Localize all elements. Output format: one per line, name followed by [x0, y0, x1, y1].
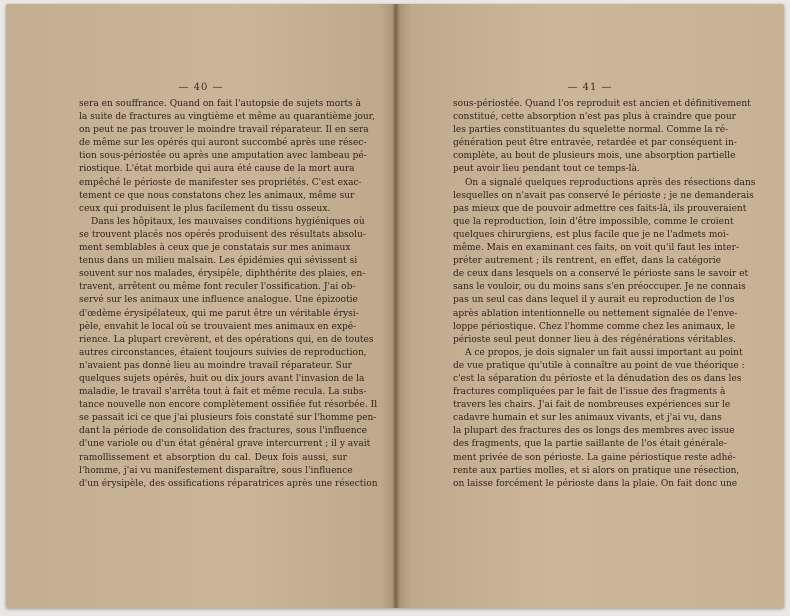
- text-line: peut avoir lieu pendant tout ce temps-là.: [453, 164, 640, 175]
- text-line: maladie, le travail s'arrêta tout à fait et même recula. La subs-: [79, 387, 367, 398]
- text-line: génération peut être entravée, retardée et par conséquent in-: [453, 138, 737, 149]
- text-line: de vue pratique qu'utile à connaître au point de vue théorique :: [453, 360, 745, 371]
- text-line: ramollissement et absorption du cal. Deux fois aussi, sur: [79, 452, 347, 463]
- text-line: les parties constituantes du squelette normal. Comme la ré-: [453, 125, 729, 136]
- book-gutter: [392, 4, 400, 608]
- text-line: tance nouvelle non encore complètement ossifiée fut résorbée. Il: [79, 400, 378, 411]
- right-page: [396, 4, 784, 608]
- text-line: d'un érysipèle, des ossifications réparatrices après une résection: [79, 478, 378, 489]
- text-line: tion sous-périostée ou après une amputation avec lambeau pé-: [79, 151, 367, 162]
- text-line: pèle, envahit le local où se trouvaient mes animaux en expé-: [79, 321, 357, 332]
- text-line: de même sur les opérés qui auront succombé après une résec-: [79, 138, 367, 149]
- text-line: rience. La plupart crevèrent, et des opérations qui, en de toutes: [79, 334, 374, 345]
- text-line: cadavre humain et sur les animaux vivants, et j'ai vu, dans: [453, 413, 722, 424]
- text-line: sous-périostée. Quand l'os reproduit est ancien et définitivement: [453, 99, 751, 109]
- text-line: dant la période de consolidation des fractures, sous l'influence: [79, 426, 367, 437]
- text-line: empêché le périoste de manifester ses propriétés. C'est exac-: [79, 177, 362, 188]
- text-line: sera en souffrance. Quand on fait l'autopsie de sujets morts à: [79, 99, 362, 109]
- text-line: d'une variole ou d'un état général grave intercurrent ; il y avait: [79, 439, 371, 450]
- text-line: la suite de fractures au vingtième et même au quarantième jour,: [79, 112, 375, 123]
- page-number: — 40 —: [178, 82, 224, 93]
- text-line: autres circonstances, étaient toujours suivies de reproduction,: [79, 347, 367, 358]
- text-line: On a signalé quelques reproductions après des résections dans: [465, 177, 756, 188]
- text-line: la plupart des fractures des os longs des membres avec issue: [453, 426, 735, 437]
- text-line: lesquelles on n'avait pas conservé le périoste ; je ne demanderais: [453, 190, 754, 201]
- book-spread: [6, 4, 784, 610]
- text-line: de ceux dans lesquels on a conservé le périoste sans le savoir et: [453, 269, 749, 280]
- text-line: quelques sujets opérés, huit ou dix jours avant l'invasion de la: [79, 373, 365, 384]
- text-line: ment privée de son périoste. La gaine périostique reste adhé-: [453, 452, 736, 463]
- text-line: se trouvent placés nos opérés produisent des résultats absolu-: [79, 229, 366, 240]
- text-line: ment semblables à ceux que je constatais sur mes animaux: [79, 243, 351, 254]
- text-line: A ce propos, je dois signaler un fait aussi important au point: [465, 347, 743, 358]
- text-line: l'homme, j'ai vu manifestement disparaître, sous l'influence: [79, 465, 353, 476]
- text-line: constitué, cette absorption n'est pas plus à craindre que pour: [453, 112, 736, 123]
- text-line: que la reproduction, loin d'être impossible, comme le croient: [453, 216, 734, 227]
- page-body-text: [453, 98, 756, 491]
- text-line: quelques chirurgiens, est plus facile que je ne l'admets moi-: [453, 229, 729, 240]
- text-line: d'œdème érysipélateux, qui me parut être un véritable érysi-: [79, 308, 359, 319]
- text-line: préter autrement ; ils rentrent, en effet, dans la catégorie: [453, 256, 721, 267]
- text-line: on peut ne pas trouver le moindre travail réparateur. Il en sera: [79, 125, 369, 136]
- text-line: ceux qui produisent le plus facilement du tissu osseux.: [79, 203, 331, 214]
- text-line: sans le vouloir, ou du moins sans s'en préoccuper. Je ne connais: [453, 282, 746, 293]
- text-line: travent, arrêtent ou même font reculer l'ossification. J'ai ob-: [79, 282, 356, 293]
- text-line: loppe périostique. Chez l'homme comme chez les animaux, le: [453, 321, 736, 332]
- text-line: pas un seul cas dans lequel il y aurait eu reproduction de l'os: [453, 295, 735, 306]
- text-line: se passait ici ce que j'ai plusieurs fois constaté sur l'homme pen-: [79, 413, 377, 424]
- text-line: tenus dans un milieu malsain. Les épidémies qui sévissent si: [79, 256, 358, 267]
- text-line: n'avaient pas donné lieu au moindre travail réparateur. Sur: [79, 360, 353, 371]
- text-line: on laisse forcément le périoste dans la plaie. On fait donc une: [453, 478, 738, 489]
- text-line: travers les chairs. J'ai fait de nombreuses expériences sur le: [453, 400, 731, 411]
- text-line: servé sur les animaux une influence analogue. Une épizootie: [79, 295, 358, 306]
- text-line: des fragments, que la partie saillante de l'os était générale-: [453, 439, 727, 450]
- page-body-text: [79, 98, 378, 491]
- text-line: même. Mais en examinant ces faits, on voit qu'il faut les inter-: [453, 243, 740, 254]
- text-line: rente aux parties molles, et si alors on pratique une résection,: [453, 465, 740, 476]
- text-line: complète, au bout de plusieurs mois, une absorption partielle: [453, 151, 736, 162]
- text-line: fractures compliquées par le fait de l'issue des fragments à: [453, 387, 726, 398]
- text-line: pas mieux que de pouvoir admettre ces faits-là, ils prouveraient: [453, 203, 747, 214]
- page-number: — 41 —: [567, 82, 613, 93]
- text-line: après ablation intentionnelle ou nettement signalée de l'enve-: [453, 308, 738, 319]
- text-line: c'est la séparation du périoste et la dénudation des os dans les: [453, 373, 742, 384]
- left-page: [6, 4, 396, 608]
- text-line: riostique. L'état morbide qui aura été cause de la mort aura: [79, 164, 355, 175]
- text-line: tement ce que nous constatons chez les animaux, même sur: [79, 190, 355, 201]
- text-line: souvent sur nos malades, érysipèle, diphthérite des plaies, en-: [79, 269, 366, 280]
- text-line: périoste seul peut donner lieu à des régénérations véritables.: [453, 334, 736, 345]
- text-line: Dans les hôpitaux, les mauvaises conditions hygiéniques où: [91, 216, 365, 227]
